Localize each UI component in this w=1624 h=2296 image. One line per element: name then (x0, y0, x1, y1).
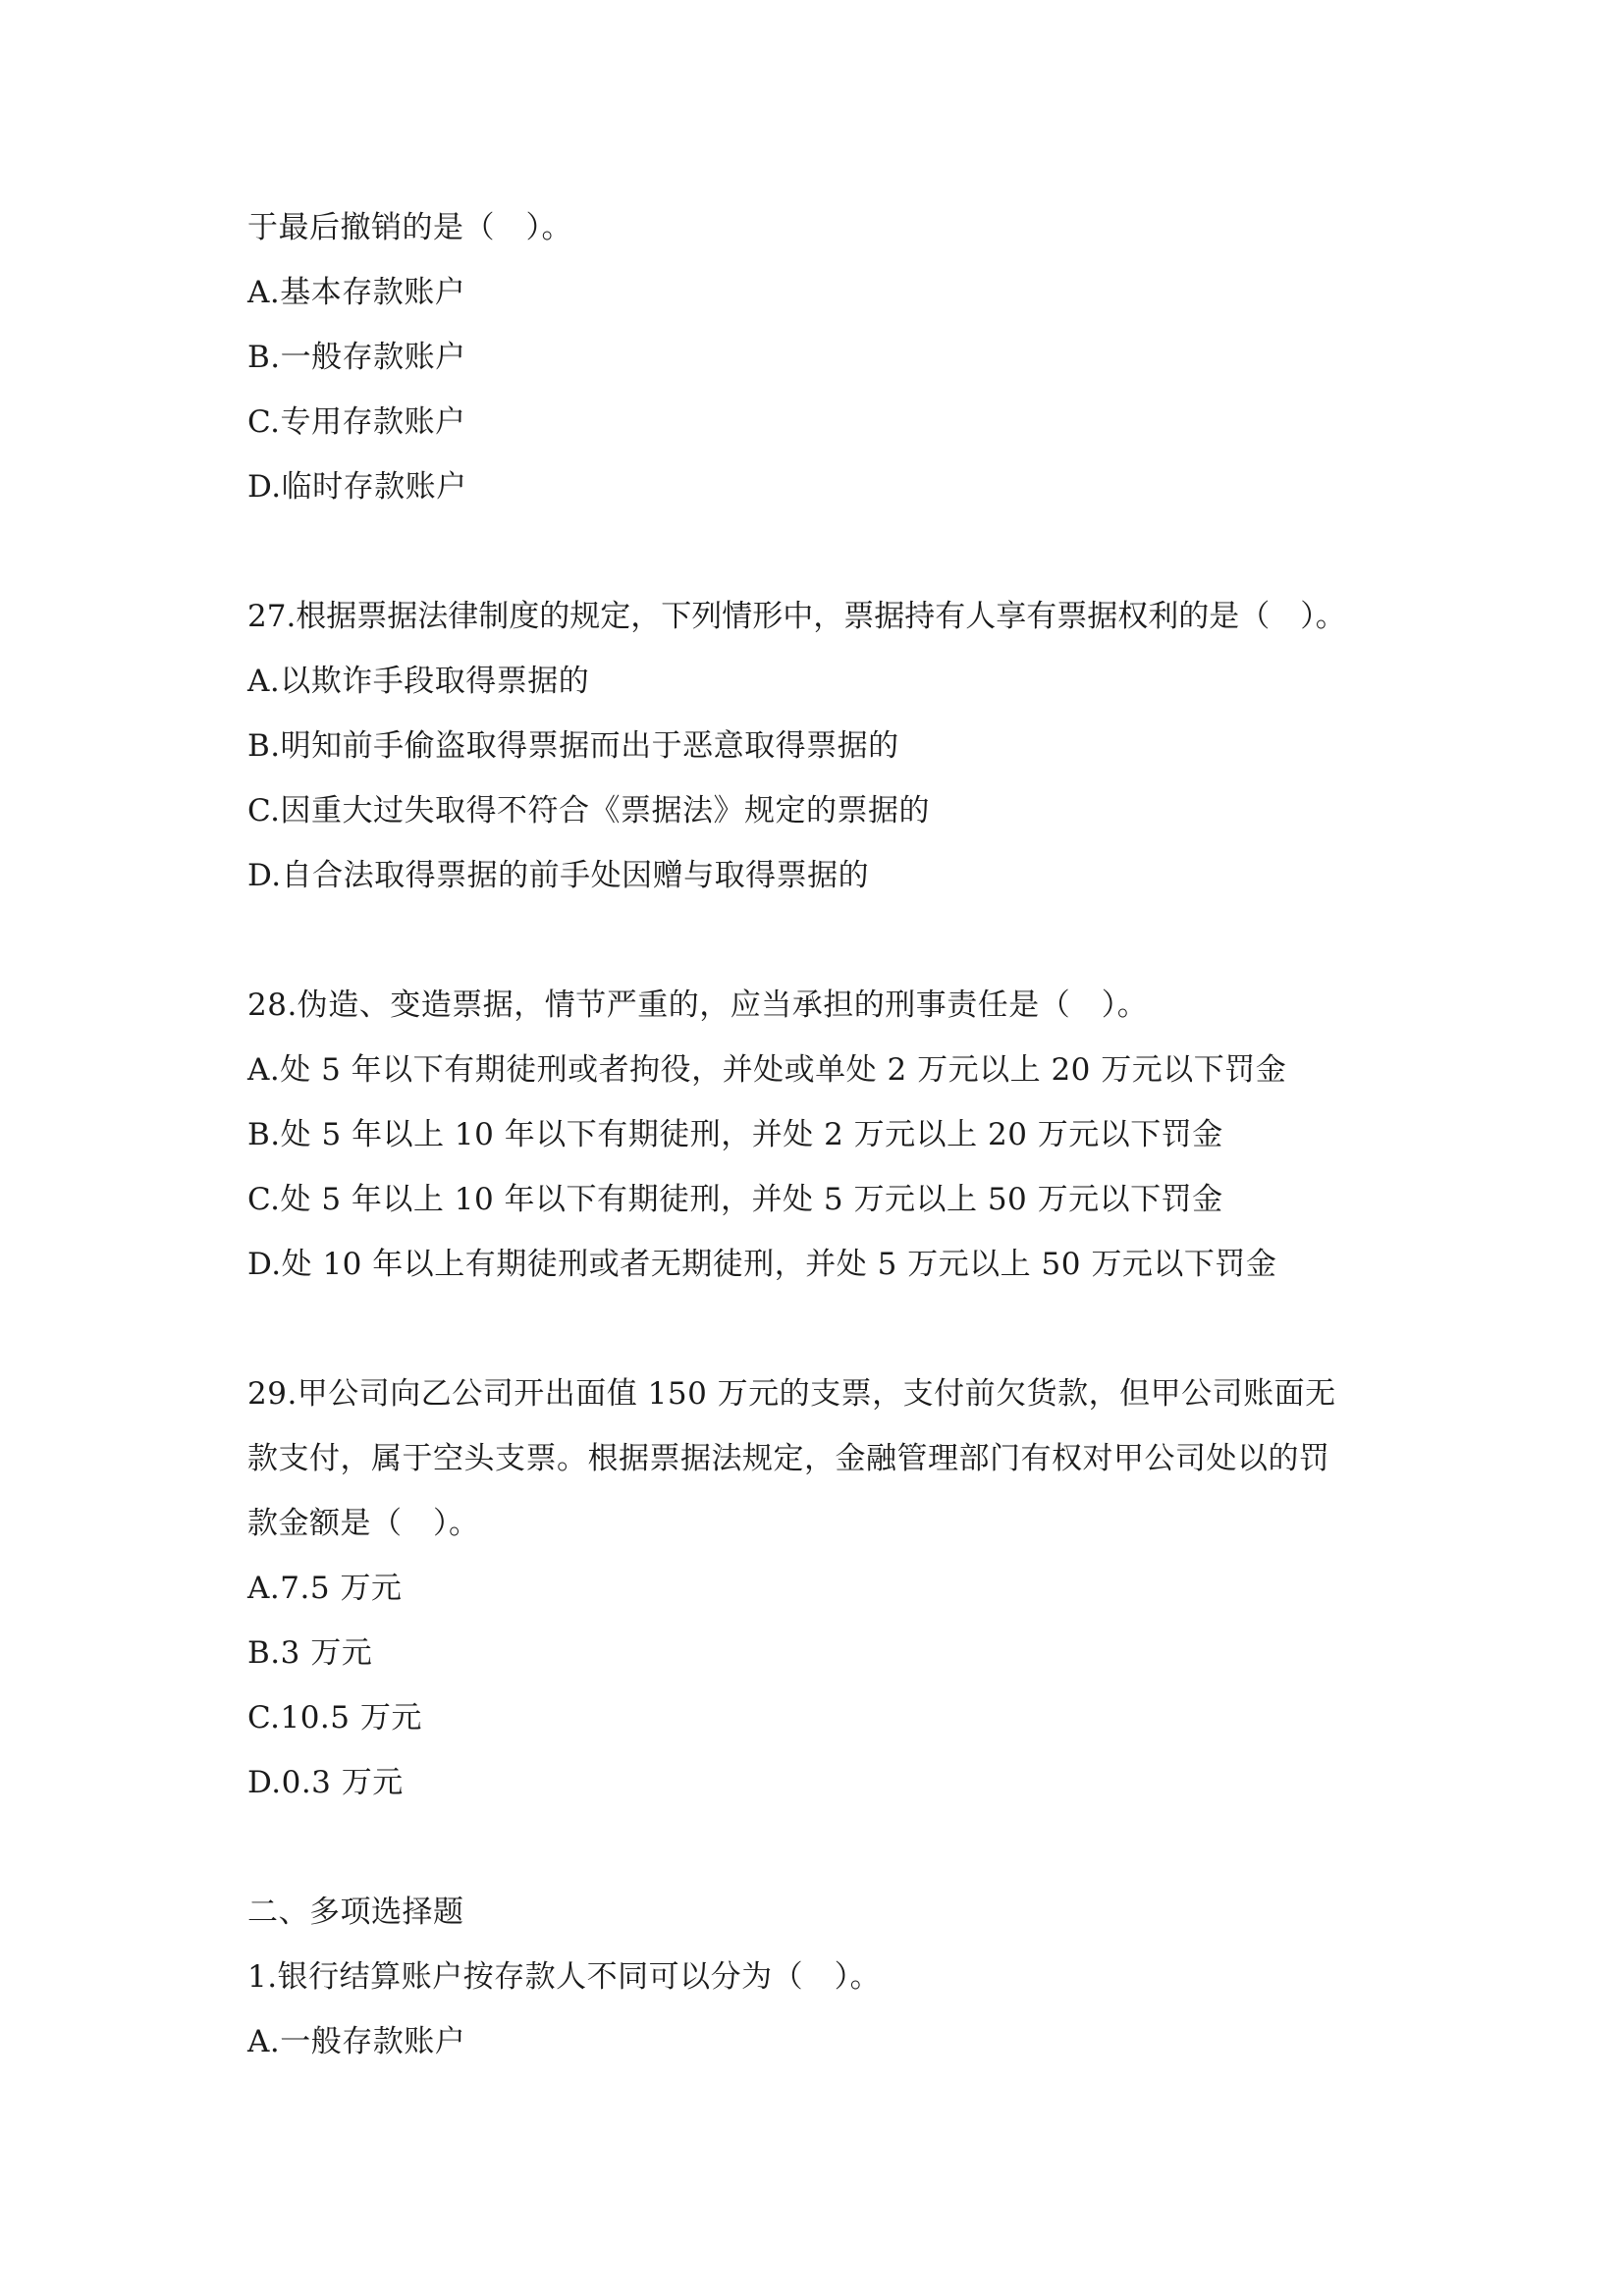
q29-stem-line-1: 29.甲公司向乙公司开出面值 150 万元的支票，支付前欠货款，但甲公司账面无 (247, 1376, 1336, 1412)
q26-option-c: C.专用存款账户 (247, 404, 466, 440)
s2-q1-stem: 1.银行结算账户按存款人不同可以分为（ ）。 (247, 1959, 882, 1995)
q29-option-a: A.7.5 万元 (247, 1571, 403, 1606)
q28-stem: 28.伪造、变造票据，情节严重的，应当承担的刑事责任是（ ）。 (247, 988, 1149, 1023)
q26-stem-tail: 于最后撤销的是（ ）。 (247, 210, 572, 245)
q27-option-b: B.明知前手偷盗取得票据而出于恶意取得票据的 (247, 728, 899, 764)
q26-option-a: A.基本存款账户 (247, 275, 466, 310)
q29-option-d: D.0.3 万元 (247, 1765, 404, 1800)
q28-option-b: B.处 5 年以上 10 年以下有期徒刑，并处 2 万元以上 20 万元以下罚金 (247, 1117, 1223, 1152)
q28-option-d: D.处 10 年以上有期徒刑或者无期徒刑，并处 5 万元以上 50 万元以下罚金 (247, 1247, 1277, 1282)
q29-option-b: B.3 万元 (247, 1635, 373, 1671)
q28-option-a: A.处 5 年以下有期徒刑或者拘役，并处或单处 2 万元以上 20 万元以下罚金 (247, 1052, 1287, 1088)
s2-q1-option-a: A.一般存款账户 (247, 2024, 466, 2059)
q27-option-d: D.自合法取得票据的前手处因赠与取得票据的 (247, 858, 870, 893)
q29-option-c: C.10.5 万元 (247, 1700, 422, 1735)
q27-option-a: A.以欺诈手段取得票据的 (247, 664, 590, 699)
section-heading: 二、多项选择题 (247, 1895, 464, 1930)
q27-option-c: C.因重大过失取得不符合《票据法》规定的票据的 (247, 793, 930, 828)
q29-stem-line-2: 款支付，属于空头支票。根据票据法规定，金融管理部门有权对甲公司处以的罚 (247, 1441, 1330, 1476)
q28-option-c: C.处 5 年以上 10 年以下有期徒刑，并处 5 万元以上 50 万元以下罚金 (247, 1182, 1223, 1217)
q27-stem: 27.根据票据法律制度的规定，下列情形中，票据持有人享有票据权利的是（ ）。 (247, 599, 1346, 634)
q26-option-b: B.一般存款账户 (247, 340, 466, 375)
q29-stem-line-3: 款金额是（ ）。 (247, 1506, 480, 1541)
q26-option-d: D.临时存款账户 (247, 469, 467, 505)
